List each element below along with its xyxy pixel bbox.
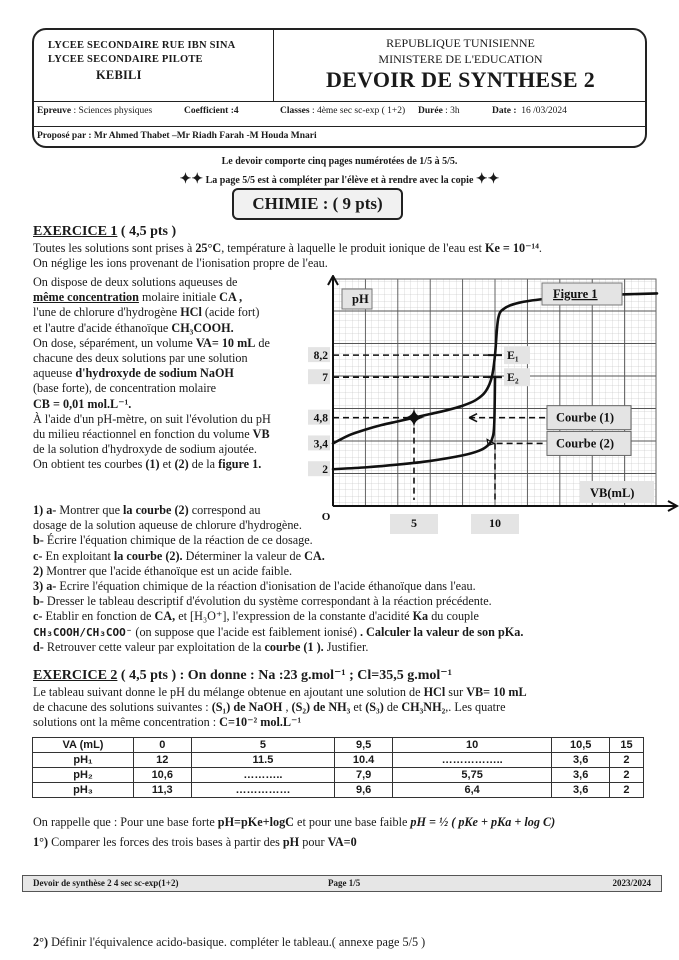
exercise-1-label: EXERCICE 1 (33, 224, 118, 239)
question-3b: b- Dresser le tableau descriptif d'évolution du système correspondant à la réaction précédente. (33, 594, 492, 609)
table-row (33, 783, 644, 798)
exercise-2-points: ( 4,5 pts ) : (117, 668, 185, 683)
header-box (32, 28, 647, 148)
table-cell: …………….. (392, 753, 552, 768)
date-value: 16 /03/2024 (521, 106, 567, 116)
exercise-2-question-2: 2°) Définir l'équivalence acido-basique. compléter le tableau.( annexe page 5/5 ) (33, 935, 426, 949)
table-row-label: VA (mL) (33, 738, 134, 753)
exercise-2-question-1: 1°) Comparer les forces des trois bases à partir des pH pour VA=0 (33, 835, 357, 849)
table-cell: 5 (191, 738, 335, 753)
exercise-2-title (33, 667, 452, 684)
table-cell: 2 (609, 768, 643, 783)
pages-note: Le devoir comporte cinq pages numérotées de 1/5 à 5/5. (221, 156, 458, 167)
classes-label: Classes (280, 106, 310, 116)
table-cell: 3,6 (552, 753, 610, 768)
classes-value: : 4ème sec sc-exp ( 1+2) (309, 106, 406, 116)
date-label: Date : (492, 106, 517, 116)
epreuve-value: : Sciences physiques (71, 106, 153, 116)
y-tick-label: 7 (322, 372, 328, 385)
annotation-e1: E₁ (507, 348, 519, 363)
table-cell: 10,5 (552, 738, 610, 753)
coefficient-value: :4 (228, 106, 239, 116)
table-cell: 12 (134, 753, 192, 768)
exercise-2-given: On donne : Na :23 g.mol⁻¹ ; Cl=35,5 g.mol⁻¹ (184, 668, 452, 683)
y-tick-label: 2 (322, 464, 328, 477)
classes-info (280, 106, 405, 116)
proposed-by: Proposé par : Mr Ahmed Thabet –Mr Riadh Farah -M Houda Mnari (37, 131, 317, 141)
y-tick-label: 3,4 (313, 438, 328, 451)
table-cell: 7,9 (335, 768, 393, 783)
epreuve-label: Epreuve (37, 106, 72, 116)
star-icon: ✦✦ (475, 172, 500, 187)
exercise-2-label: EXERCICE 2 (33, 668, 118, 683)
table-row (33, 768, 644, 783)
star-icon: ✦✦ (179, 172, 204, 187)
return-note (0, 171, 679, 188)
coefficient-label: Coefficient (184, 106, 229, 116)
intro-line-2: On néglige les ions provenant de l'ionisation propre de l'eau. (33, 256, 328, 271)
return-note-text: La page 5/5 est à compléter par l'élève et à rendre avec la copie (205, 175, 474, 186)
republic-label: REPUBLIQUE TUNISIENNE (386, 36, 535, 50)
table-header-row (33, 738, 644, 753)
section-title-chimie: CHIMIE : ( 9 pts) (232, 188, 403, 220)
date-info (492, 106, 567, 116)
duree-value: : 3h (442, 106, 460, 116)
table-row-label: pH₁ (33, 753, 134, 768)
table-cell: 15 (609, 738, 643, 753)
coefficient-info (184, 106, 239, 116)
table-cell: 11.5 (191, 753, 335, 768)
question-1b: b- Écrire l'équation chimique de la réaction de ce dosage. (33, 533, 313, 548)
ministry-label: MINISTERE DE L'EDUCATION (378, 52, 543, 66)
x-axis-label: VB(mL) (590, 486, 635, 500)
footer-page: Page 1/5 (328, 878, 361, 888)
duree-info (418, 106, 460, 116)
table-cell: 6,4 (392, 783, 552, 798)
table-cell: 11,3 (134, 783, 192, 798)
question-3c: c- Etablir en fonction de CA, et [H₃O⁺], l'expression de la constante d'acidité Ka du couple (33, 609, 479, 624)
table-cell: 9,5 (335, 738, 393, 753)
y-tick-label: 4,8 (313, 412, 328, 425)
header-divider (34, 126, 645, 127)
x-tick-label: 10 (489, 516, 501, 530)
table-cell: 3,6 (552, 783, 610, 798)
document-title: DEVOIR DE SYNTHESE 2 (325, 67, 595, 92)
school-line-2: LYCEE SECONDAIRE PILOTE (48, 54, 203, 65)
question-3a: 3) a- Ecrire l'équation chimique de la réaction d'ionisation de l'acide éthanoïque dans l'eau. (33, 579, 476, 594)
table-cell: ……….. (191, 768, 335, 783)
ph-table (32, 737, 644, 798)
table-cell: 0 (134, 738, 192, 753)
table-row (33, 753, 644, 768)
figure-1-chart (300, 275, 679, 535)
table-row-label: pH₂ (33, 768, 134, 783)
page-footer (22, 875, 662, 892)
table-cell: 2 (609, 783, 643, 798)
table-cell: 9,6 (335, 783, 393, 798)
table-cell: …………… (191, 783, 335, 798)
table-cell: 2 (609, 753, 643, 768)
x-tick-label: 5 (411, 516, 417, 530)
exercise-1-title (33, 224, 176, 240)
legend-item-courbe-1: Courbe (1) (556, 410, 614, 425)
table-row-label: pH₃ (33, 783, 134, 798)
school-city: KEBILI (96, 68, 142, 82)
exercise-1-points: ( 4,5 pts ) (117, 224, 177, 239)
question-3d: d- Retrouver cette valeur par exploitation de la courbe (1 ). Justifier. (33, 639, 369, 654)
table-cell: 3,6 (552, 768, 610, 783)
table-cell: 10 (392, 738, 552, 753)
legend-item-courbe-2: Courbe (2) (556, 436, 614, 451)
exercise-2-reminder: On rappelle que : Pour une base forte pH=pKe+logC et pour une base faible pH = ½ ( pKe + pKa + log C) (33, 815, 556, 829)
exercise-1-intro: Toutes les solutions sont prises à 25°C, température à laquelle le produit ionique de l'eau est Ke = 10⁻¹⁴. On néglige les ions provenant de l'ionisation propre de l'eau. (33, 241, 673, 271)
annotation-e2: E₂ (507, 370, 519, 385)
epreuve-info (37, 106, 152, 116)
chart-title: Figure 1 (553, 287, 598, 301)
table-cell: 10,6 (134, 768, 192, 783)
footer-left: Devoir de synthèse 2 4 sec sc-exp(1+2) (33, 878, 179, 888)
question-1c: c- En exploitant la courbe (2). Déterminer la valeur de CA. (33, 548, 325, 563)
exercise-2-statement: Le tableau suivant donne le pH du mélange obtenue en ajoutant une solution de HCl sur VB= 10 mL de chacune des solutions suivantes : (S₁) de NaOH , (S₂) de NH₃ et (S₃) de CH₃NH₂,. Les quatre solutions ont la même concentration : C=10⁻² mol.L⁻¹ (33, 685, 527, 730)
y-axis-label: pH (352, 292, 369, 306)
table-cell: 5,75 (392, 768, 552, 783)
duree-label: Durée (418, 106, 443, 116)
question-1a: 1) a- Montrer que la courbe (2) correspond au (33, 503, 261, 517)
question-2: 2) Montrer que l'acide éthanoïque est un acide faible. (33, 563, 293, 578)
exercise-1-questions: 1) a- Montrer que la courbe (2) correspond au dosage de la solution aqueuse de chlorure d'hydrogène. b- Écrire l'équation chimique de la réaction de ce dosage. c- En exploitant la courbe (2). Déterminer la valeur de CA. 2) Montrer que l'acide éthanoïque est un acide faible. 3) a- Ecrire l'équation chimique de la réaction d'ionisation de l'acide éthanoïque dans l'eau. b- Dresser le tableau descriptif d'évolution du système correspondant à la réaction précédente. c- Etablir en fonction de CA, et [H₃O⁺], l'expression de la constante d'acidité Ka du couple CH₃COOH/CH₃COO⁻ (on suppose que l'acide est faiblement ionisé) . Calculer la valeur de son pKa. d- Retrouver cette valeur par exploitation de la courbe (1 ). Justifier. (33, 503, 673, 655)
table-cell: 10.4 (335, 753, 393, 768)
origin-label: O (321, 511, 331, 523)
school-line-1: LYCEE SECONDAIRE RUE IBN SINA (48, 40, 236, 51)
footer-year: 2023/2024 (612, 878, 651, 888)
exercise-1-context: On dispose de deux solutions aqueuses de même concentration molaire initiale CA , l'une de chlorure d'hydrogène HCl (acide fort) et l'autre d'acide éthanoïque CH₃COOH. On dose, séparément, un volume VA= 10 mL de chacune des deux solutions par une solution aqueuse d'hydroxyde de sodium NaOH (base forte), de concentration molaire CB = 0,01 mol.L⁻¹. À l'aide d'un pH-mètre, on suit l'évolution du pH du milieu réactionnel en fonction du volume VB de la solution d'hydroxyde de sodium ajoutée. On obtient tes courbes (1) et (2) de la figure 1. (33, 275, 271, 472)
header-divider (34, 101, 645, 102)
y-tick-label: 8,2 (313, 350, 328, 363)
